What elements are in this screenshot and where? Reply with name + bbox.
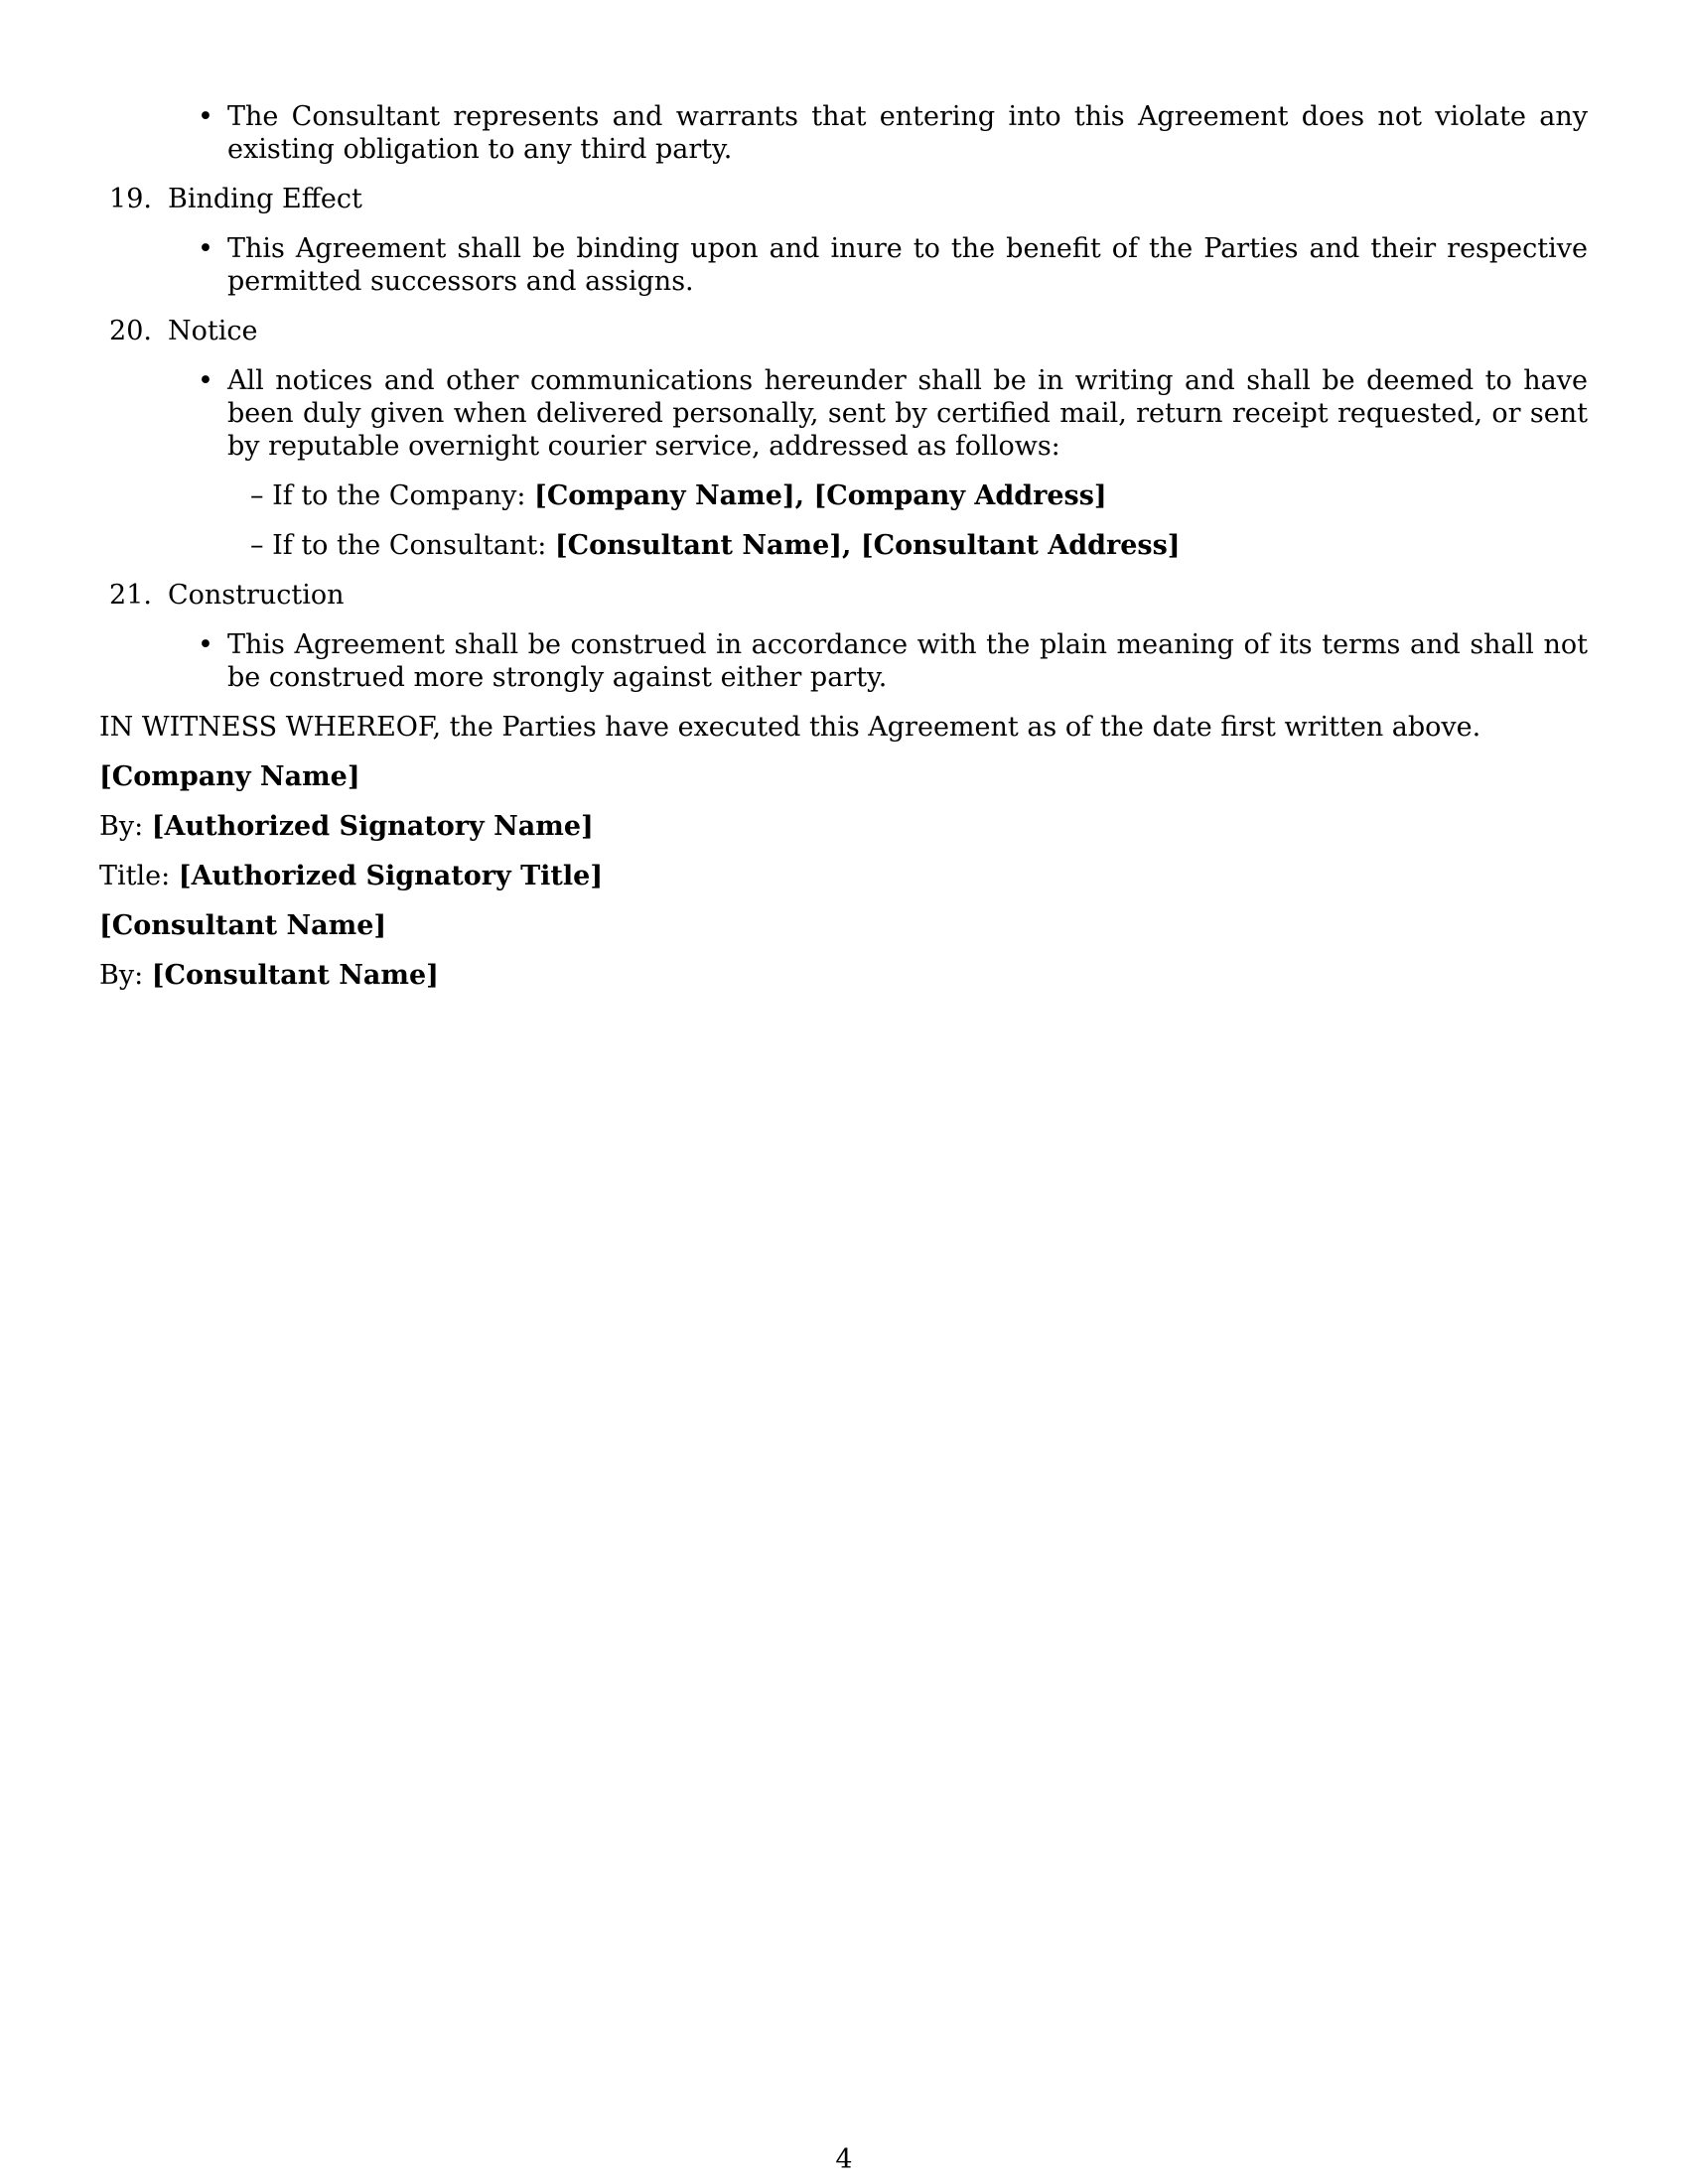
bullet-icon: • <box>198 233 213 264</box>
item19-bullet-text: This Agreement shall be binding upon and inure to the benefit of the Parties and their respective permitted successors and assigns. <box>227 233 1588 297</box>
notice-consultant-prefix: If to the Consultant: <box>272 530 555 561</box>
signature-by-authorized: By: [Authorized Signatory Name] <box>99 811 594 842</box>
item18-bullet-text: The Consultant represents and warrants that entering into this Agreement does not violate any existing obligation to any third party. <box>227 101 1588 165</box>
item19-number: 19. <box>109 184 152 214</box>
item21-title: Construction <box>168 580 345 611</box>
page-number: 4 <box>835 2144 853 2175</box>
signature-company-name: [Company Name] <box>99 761 360 792</box>
notice-company-value: [Company Name], [Company Address] <box>534 480 1107 511</box>
notice-company-prefix: If to the Company: <box>272 480 535 511</box>
signature-title: Title: [Authorized Signatory Title] <box>99 861 604 891</box>
bullet-icon: • <box>198 101 213 132</box>
item21-number: 21. <box>109 580 152 611</box>
notice-consultant-value: [Consultant Name], [Consultant Address] <box>554 530 1181 561</box>
witness-clause: IN WITNESS WHEREOF, the Parties have executed this Agreement as of the date first written above. <box>99 712 1481 743</box>
dash-icon: – <box>250 480 273 511</box>
item21-bullet-text: This Agreement shall be construed in accordance with the plain meaning of its terms and shall not be construed more strongly against either party. <box>227 629 1588 693</box>
consultant-by-name: [Consultant Name] <box>151 960 439 991</box>
item20-number: 20. <box>109 316 152 346</box>
notice-company-line <box>250 479 1107 512</box>
authorized-signatory-title: [Authorized Signatory Title] <box>178 861 604 891</box>
notice-consultant-line <box>250 529 1181 562</box>
authorized-signatory-name: [Authorized Signatory Name] <box>151 811 594 842</box>
signature-consultant-name: [Consultant Name] <box>99 910 387 941</box>
bullet-icon: • <box>198 629 213 660</box>
dash-icon: – <box>250 530 273 561</box>
item20-bullet-text: All notices and other communications hereunder shall be in writing and shall be deemed to have been duly given when delivered personally, sent by certified mail, return receipt requested, or sent by reputable overnight courier service, addressed as follows: <box>227 365 1588 462</box>
item20-title: Notice <box>168 316 258 346</box>
item19-title: Binding Effect <box>168 184 362 214</box>
signature-by-consultant: By: [Consultant Name] <box>99 960 439 991</box>
bullet-icon: • <box>198 365 213 396</box>
